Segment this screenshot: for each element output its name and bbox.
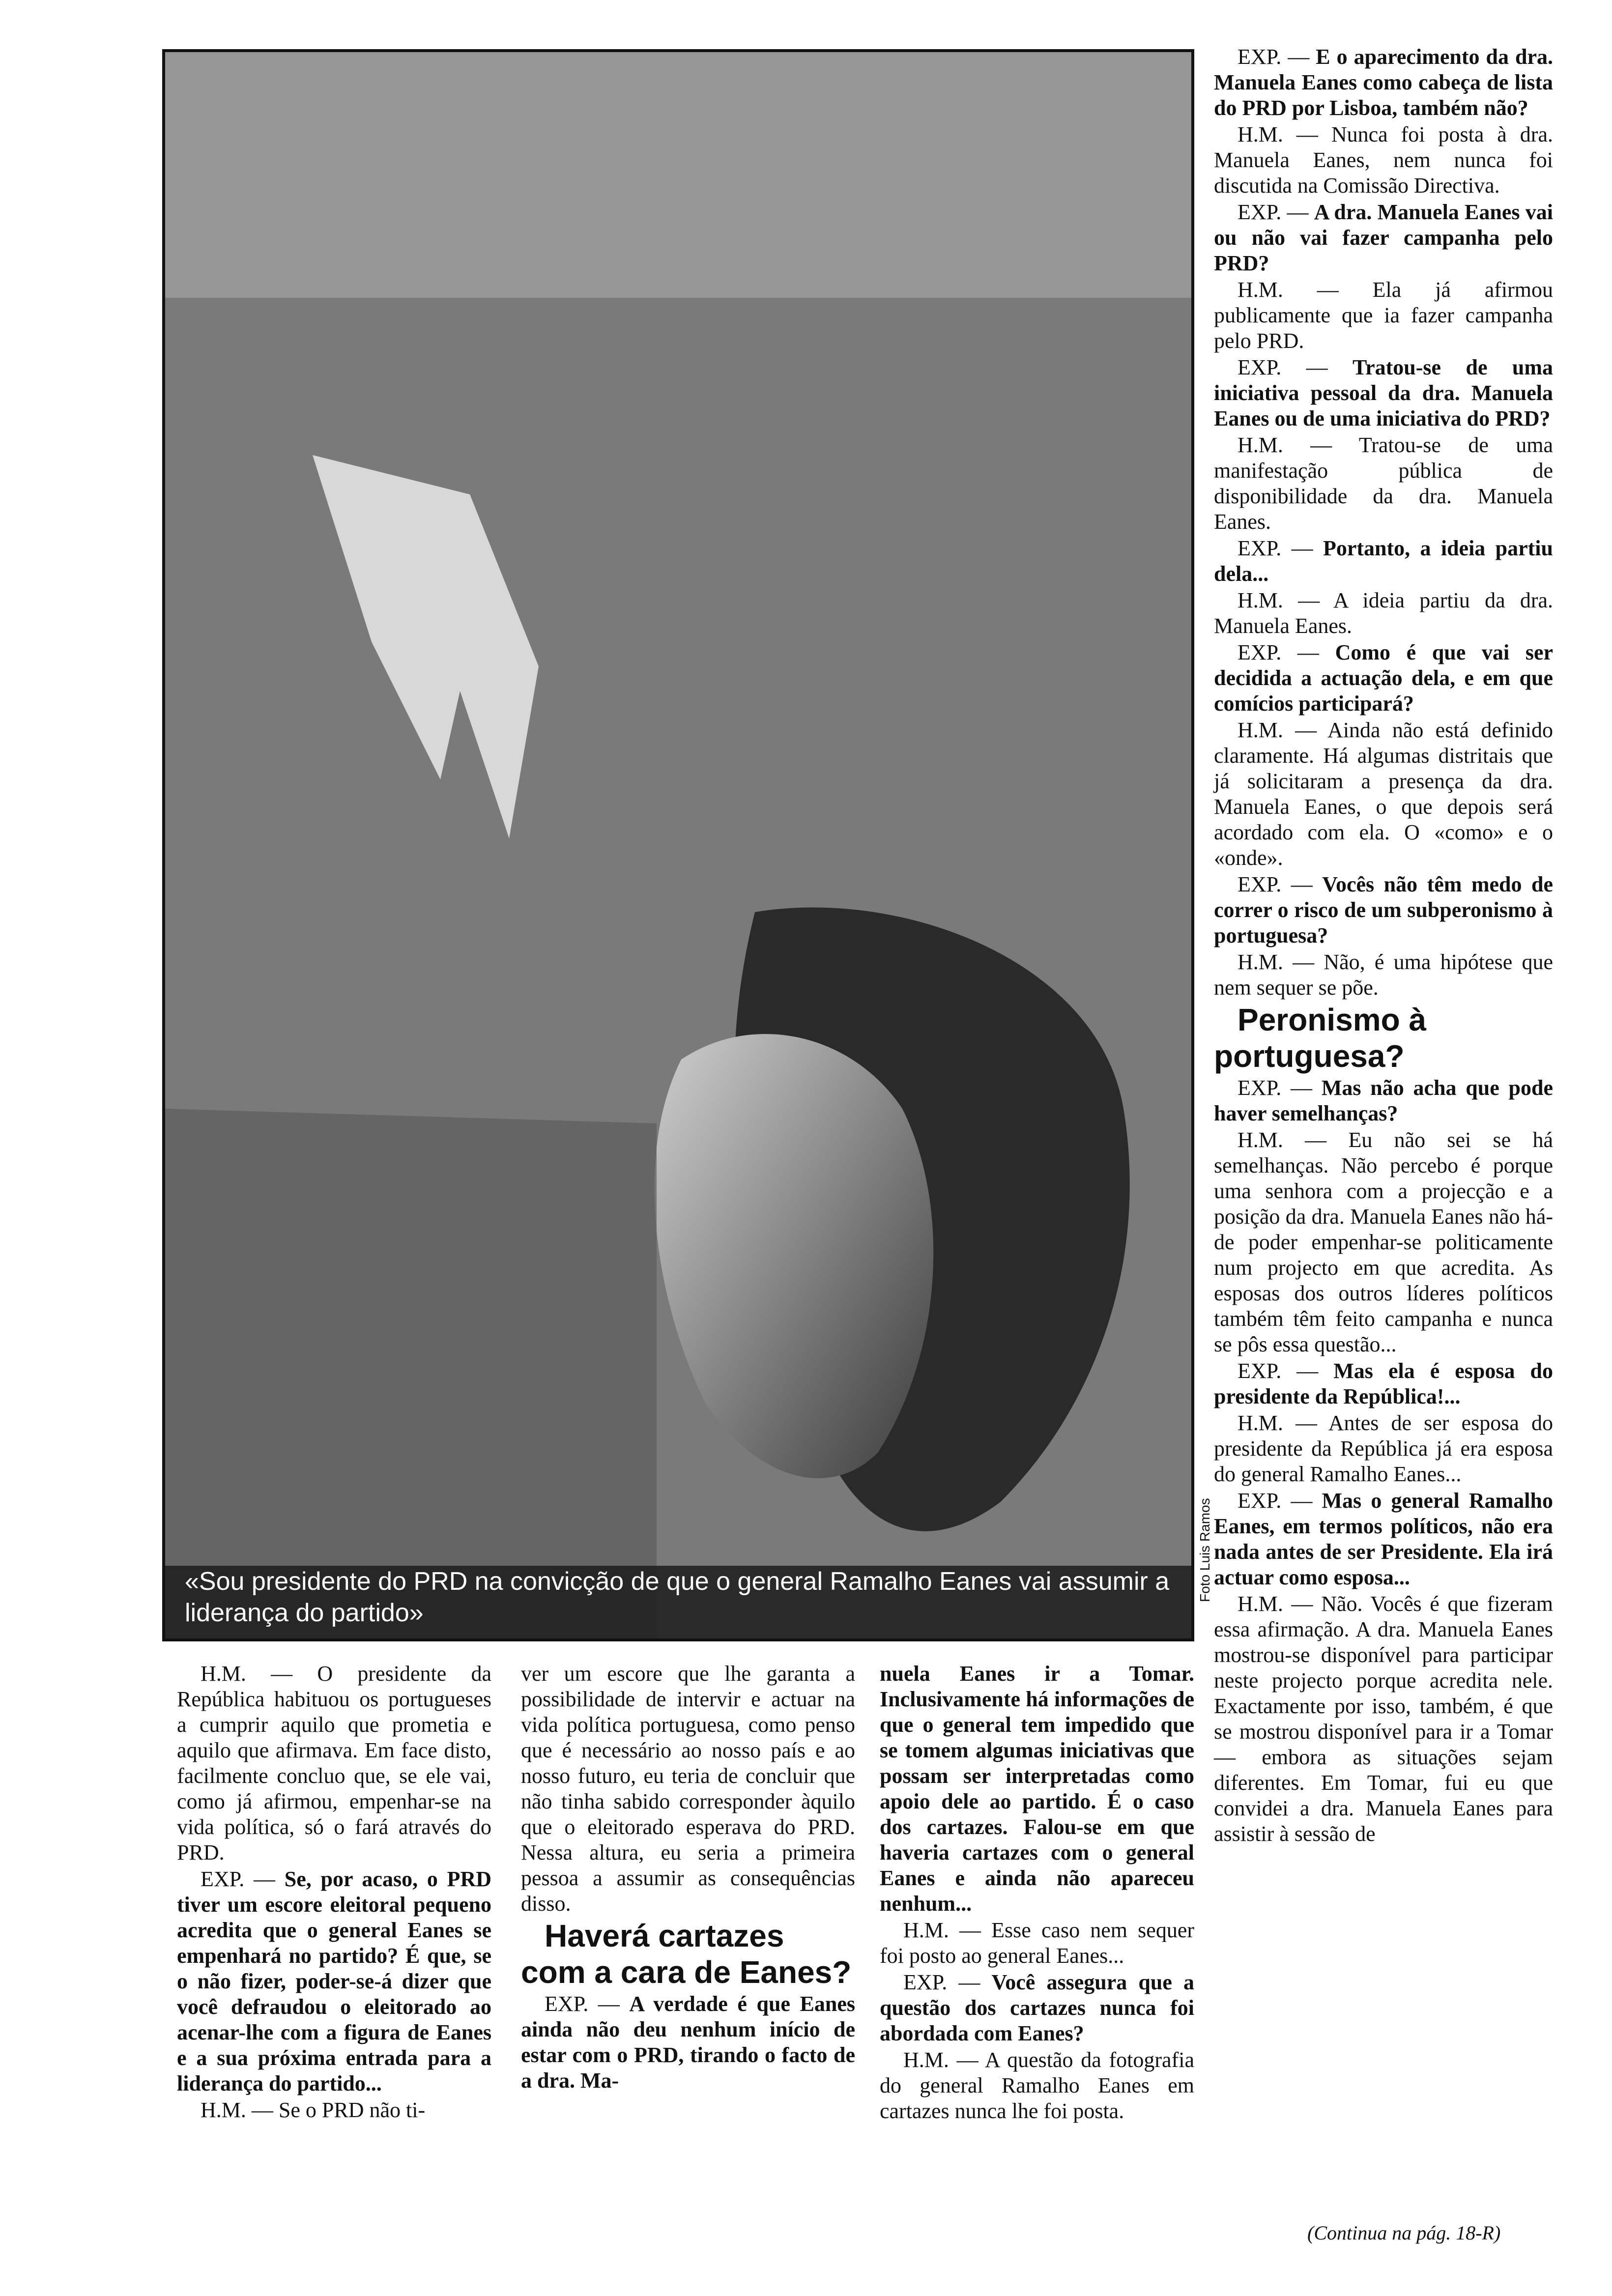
interview-paragraph: [1214, 949, 1553, 1001]
photo-credit: Foto Luis Ramos: [1197, 1498, 1212, 1602]
speaker-label: H.M. —: [1238, 122, 1331, 146]
speaker-label: H.M. —: [903, 2048, 985, 2072]
paragraph-text: A dra. Manuela Eanes vai ou não vai fazer campanha pelo PRD?: [1214, 200, 1553, 275]
speaker-label: H.M. —: [1238, 588, 1333, 612]
speaker-label: EXP. —: [1238, 872, 1323, 896]
interview-paragraph: [177, 2097, 491, 2123]
bottom-column-2: [521, 1661, 855, 2095]
interview-paragraph: [177, 1661, 491, 1866]
paragraph-text: Você assegura que a questão dos cartazes nunca foi abordada com Eanes?: [880, 1970, 1194, 2045]
interview-paragraph: [521, 1991, 855, 2094]
interview-paragraph: [1214, 872, 1553, 948]
paragraph-text: Mas ela é esposa do presidente da República!...: [1214, 1359, 1553, 1408]
speaker-label: EXP. —: [1238, 536, 1323, 560]
speaker-label: H.M. —: [201, 1662, 317, 1686]
right-column-top: [1214, 44, 1553, 1001]
article-photo: [162, 49, 1194, 1641]
interview-paragraph: [880, 1970, 1194, 2046]
paragraph-text: E o aparecimento da dra. Manuela Eanes como cabeça de lista do PRD por Lisboa, também não?: [1214, 45, 1553, 120]
subhead-peronismo: Peronismo à portuguesa?: [1214, 1002, 1427, 1074]
speaker-label: EXP. —: [1238, 1076, 1322, 1100]
col2-paragraph: ver um escore que lhe garanta a possibilidade de intervir e actuar na vida política portuguesa, como penso que é necessário ao nosso país e ao nosso futuro, eu teria de concluir que não tinha sabido corresponder àquilo que o eleitorado esperava do PRD. Nessa altura, eu seria a primeira pessoa a assumir as consequências disso.: [521, 1662, 855, 1916]
interview-paragraph: [880, 1661, 1194, 1917]
paragraph-text: Eu não sei se há semelhanças. Não percebo é porque uma senhora com a projecção e a posição da dra. Manuela Eanes não há-de poder empenhar-se politicamente num projecto em que acredita. As esposas dos outros líderes políticos também têm feito campanha e nunca se pôs essa questão...: [1214, 1128, 1554, 1356]
interview-paragraph: [1214, 44, 1553, 121]
paragraph-text: A questão da fotografia do general Ramalho Eanes em cartazes nunca lhe foi posta.: [880, 2048, 1194, 2123]
paragraph-text: Tratou-se de uma manifestação pública de disponibilidade da dra. Manuela Eanes.: [1214, 433, 1553, 534]
photo-caption: «Sou presidente do PRD na convicção de que o general Ramalho Eanes vai assumir a liderança do partido»: [185, 1567, 1170, 1627]
speaker-label: EXP. —: [1238, 200, 1314, 224]
paragraph-text: A verdade é que Eanes ainda não deu nenhum início de estar com o PRD, tirando o facto de a dra. Ma-: [521, 1992, 855, 2093]
paragraph-text: Mas não acha que pode haver semelhanças?: [1214, 1076, 1553, 1125]
speaker-label: H.M. —: [1238, 433, 1359, 457]
speaker-label: EXP. —: [1238, 640, 1335, 664]
bottom-column-1: [177, 1661, 491, 2124]
right-column-bottom: [1214, 1075, 1553, 1847]
speaker-label: H.M. —: [1238, 278, 1373, 302]
speaker-label: H.M. —: [903, 1918, 992, 1942]
speaker-label: H.M. —: [1238, 950, 1324, 974]
interview-paragraph: [1214, 1075, 1553, 1126]
speaker-label: EXP. —: [1238, 355, 1353, 379]
paragraph-text: Tratou-se de uma iniciativa pessoal da dra. Manuela Eanes ou de uma iniciativa do PRD?: [1214, 355, 1553, 430]
interview-paragraph: [1214, 536, 1553, 587]
interview-paragraph: [1214, 1591, 1553, 1847]
speaker-label: H.M. —: [1238, 1592, 1322, 1616]
interview-paragraph: [1214, 122, 1553, 199]
speaker-label: EXP. —: [201, 1867, 285, 1891]
continuation-note: (Continua na pág. 18-R): [1307, 2222, 1501, 2244]
interview-paragraph: [1214, 200, 1553, 276]
interview-paragraph: [1214, 1488, 1553, 1590]
speaker-label: H.M. —: [1238, 1128, 1349, 1152]
paragraph-text: O presidente da República habituou os portugueses a cumprir aquilo que prometia e aquilo que afirmava. Em face disto, facilmente concluo que, se ele vai, como já afirmou, empenhar-se na vida política, só o fará através do PRD.: [177, 1662, 491, 1865]
interview-paragraph: [177, 1866, 491, 2096]
speaker-label: EXP. —: [545, 1992, 630, 2016]
interview-paragraph: [880, 2047, 1194, 2124]
speaker-label: EXP. —: [1238, 45, 1316, 69]
paragraph-text: nuela Eanes ir a Tomar. Inclusivamente há informações de que o general tem impedido que se tomem algumas iniciativas que possam ser interpretadas como apoio dele ao partido. É o caso dos cartazes. Falou-se em que haveria cartazes com o general Eanes e ainda não apareceu nenhum...: [880, 1662, 1194, 1916]
paragraph-text: Ainda não está definido claramente. Há algumas distritais que já solicitaram a presença da dra. Manuela Eanes, o que depois será acordado com ela. O «como» e o «onde».: [1214, 718, 1553, 870]
interview-paragraph: [1214, 277, 1553, 354]
paragraph-text: Não, é uma hipótese que nem sequer se põe.: [1214, 950, 1554, 1000]
interview-paragraph: [1214, 640, 1553, 717]
speaker-label: H.M. —: [1238, 718, 1328, 742]
interview-paragraph: [1214, 718, 1553, 871]
interview-paragraph: [1214, 1127, 1553, 1357]
speaker-label: EXP. —: [1238, 1359, 1334, 1383]
interview-paragraph: [880, 1918, 1194, 1969]
interview-paragraph: [1214, 1358, 1553, 1409]
interview-paragraph: [1214, 588, 1553, 639]
paragraph-text: Antes de ser esposa do presidente da República já era esposa do general Ramalho Eanes...: [1214, 1411, 1553, 1486]
interview-paragraph: [1214, 1410, 1553, 1487]
paragraph-text: Nunca foi posta à dra. Manuela Eanes, nem nunca foi discutida na Comissão Directiva.: [1214, 122, 1553, 198]
paragraph-text: Portanto, a ideia partiu dela...: [1214, 536, 1553, 586]
paragraph-text: Se, por acaso, o PRD tiver um escore eleitoral pequeno acredita que o general Eanes se empenhará no partido? É que, se o não fizer, poder-se-á dizer que você defraudou o eleitorado ao acenar-lhe com a figura de Eanes e a sua próxima entrada para a liderança do partido...: [177, 1867, 491, 2095]
subhead-cartazes: Haverá cartazes com a cara de Eanes?: [521, 1918, 852, 1990]
paragraph-text: Mas o general Ramalho Eanes, em termos políticos, não era nada antes de ser Presidente. Ela irá actuar como esposa...: [1214, 1489, 1554, 1589]
paragraph-text: Esse caso nem sequer foi posto ao general Eanes...: [880, 1918, 1194, 1968]
paragraph-text: Se o PRD não ti-: [278, 2098, 426, 2122]
speaker-label: H.M. —: [201, 2098, 279, 2122]
interview-paragraph: [1214, 355, 1553, 431]
right-column: [1214, 44, 1553, 1848]
photo-illustration: [165, 52, 1191, 1638]
paragraph-text: Ela já afirmou publicamente que ia fazer campanha pelo PRD.: [1214, 278, 1553, 353]
speaker-label: EXP. —: [903, 1970, 992, 1994]
paragraph-text: Vocês não têm medo de correr o risco de um subperonismo à portuguesa?: [1214, 872, 1554, 947]
paragraph-text: A ideia partiu da dra. Manuela Eanes.: [1214, 588, 1553, 638]
interview-paragraph: [1214, 432, 1553, 535]
paragraph-text: Como é que vai ser decidida a actuação dela, e em que comícios participará?: [1214, 640, 1554, 716]
speaker-label: H.M. —: [1238, 1411, 1328, 1435]
col2-bottom: [521, 1991, 855, 2094]
speaker-label: EXP. —: [1238, 1489, 1322, 1513]
bottom-column-3: [880, 1661, 1194, 2125]
paragraph-text: Não. Vocês é que fizeram essa afirmação. A dra. Manuela Eanes mostrou-se disponível para participar neste projecto porque acredita nele. Exactamente por isso, também, é que se mostrou disponível para ir a Tomar — embora as situações sejam diferentes. Em Tomar, fui eu que convidei a dra. Manuela Eanes para assistir à sessão de: [1214, 1592, 1553, 1846]
